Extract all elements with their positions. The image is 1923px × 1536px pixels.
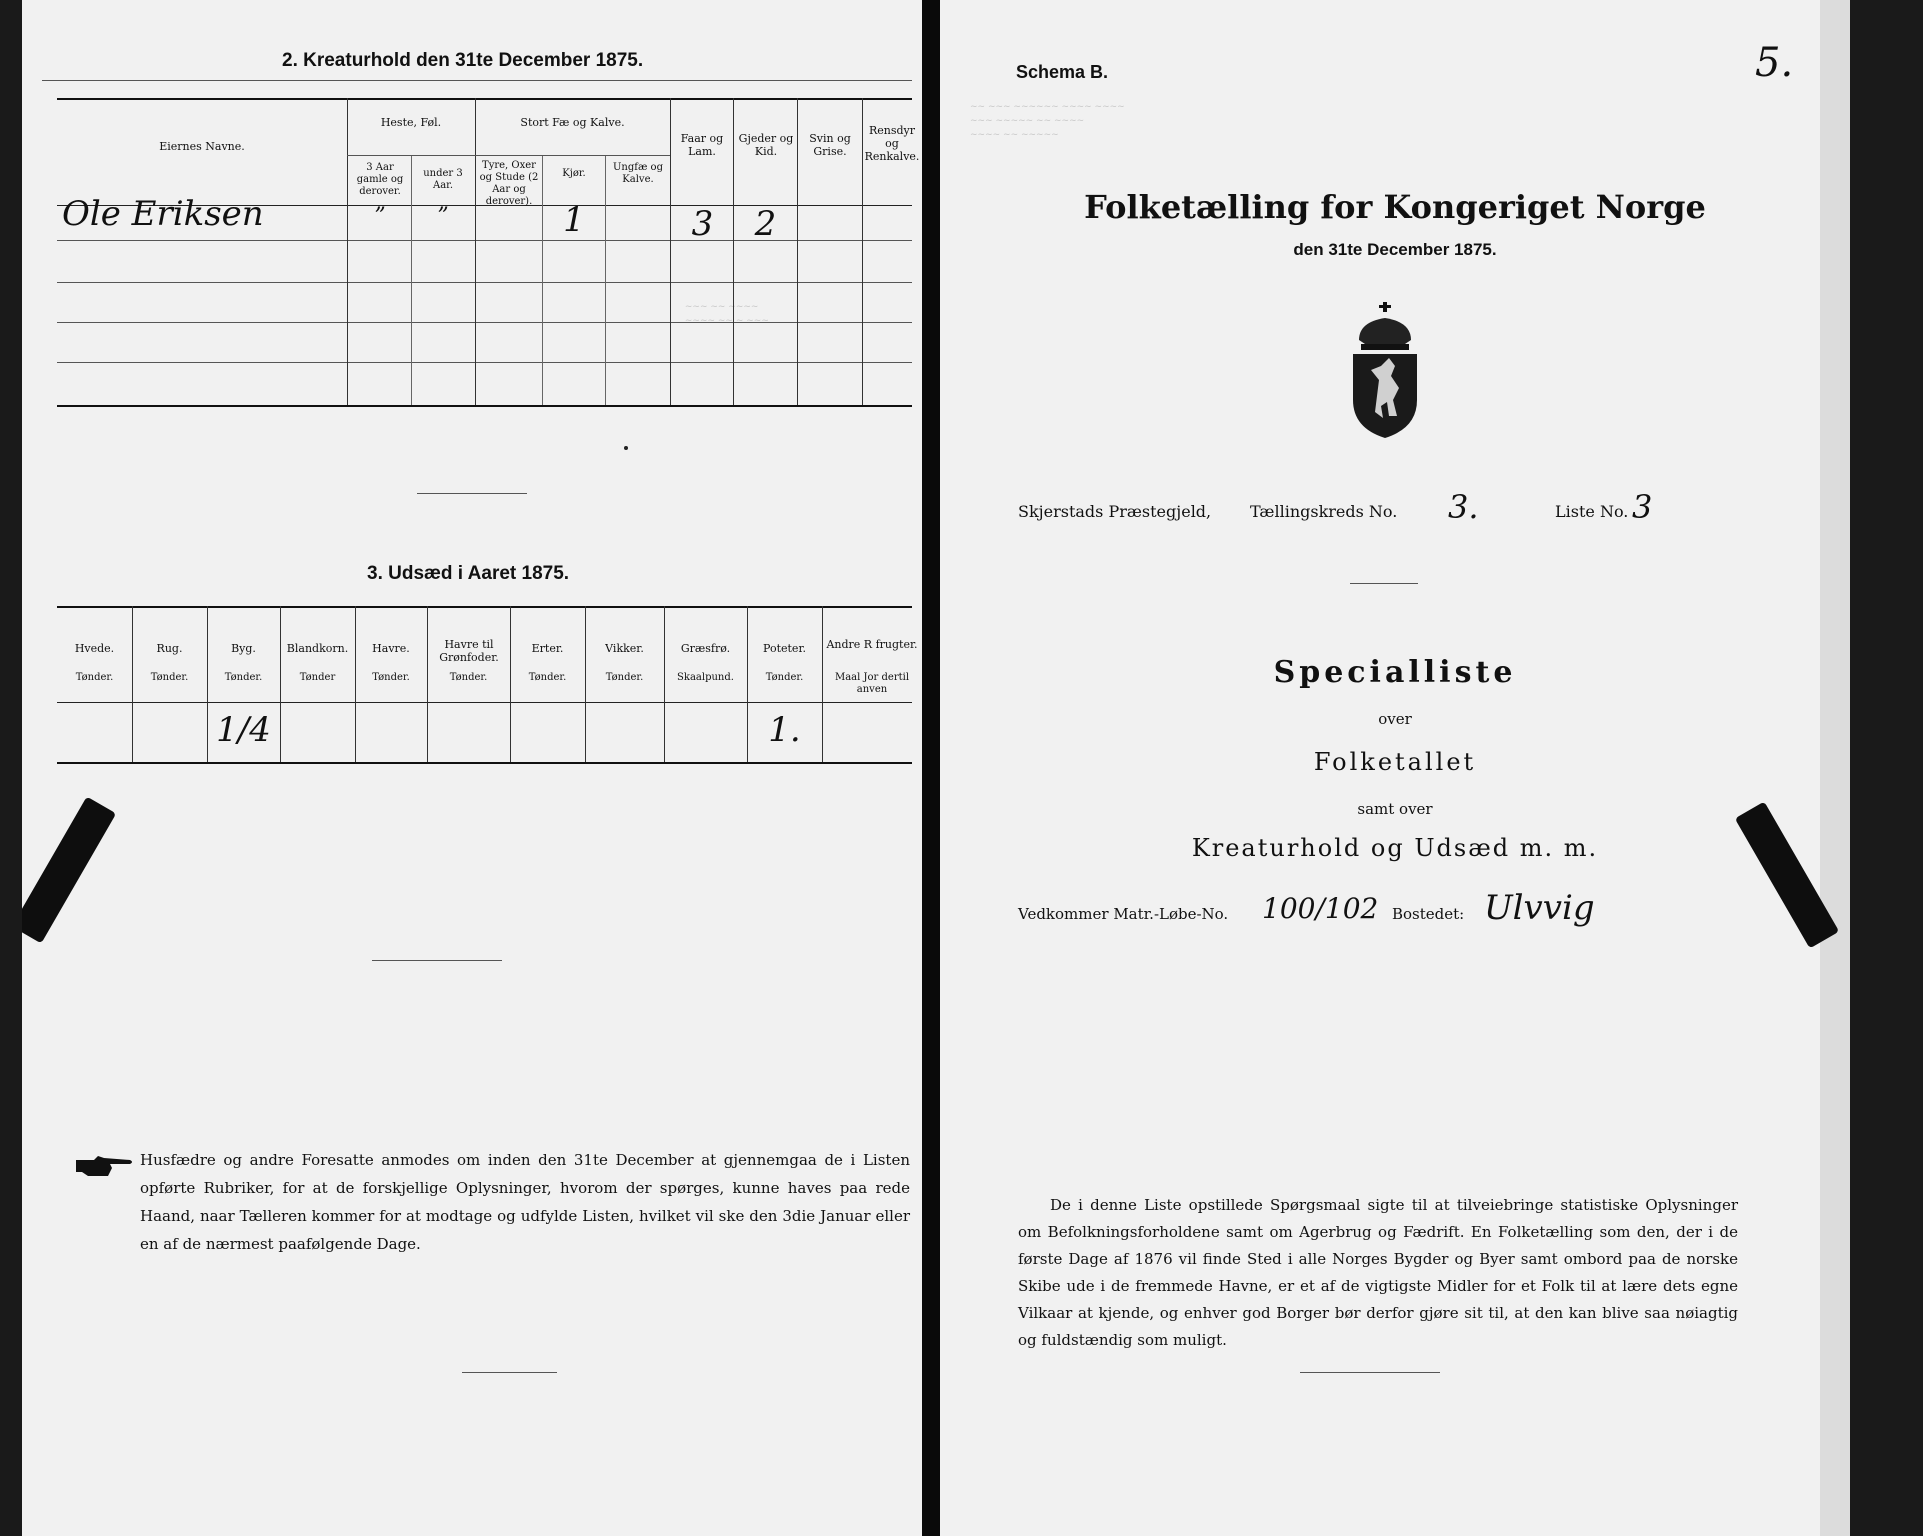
seed-header-andre: Andre R frugter. [826, 638, 918, 651]
folketallet-heading: Folketallet [1313, 748, 1477, 776]
seed-table-top [57, 606, 912, 608]
header-owner: Eiernes Navne. [159, 140, 245, 153]
matr-label: Vedkommer Matr.-Løbe-No. [1018, 905, 1229, 923]
horses-under3-value: ” [437, 204, 449, 229]
right-page [940, 0, 1850, 1536]
seed-header-graesfro: Græsfrø. [680, 642, 731, 655]
seed-header-blandkorn: Blandkorn. [286, 642, 349, 655]
page-edge-strip [1820, 0, 1850, 1536]
col-divider [427, 606, 428, 762]
explanation-text: De i denne Liste opstillede Spørgsmaal sigte til at tilveiebringe statistiske Oplysninger om Befolkningsforholdene samt om Agerbrug og Fædrift. En Folketælling som den, der i de første Dage af 1876 vil finde Sted i alle Norges Bygder og Byer samt ombord paa de norske Skibe ude i de fremmede Havne, er et af de vigtigste Midler for et Folk til at lære dets egne Vilkaar at kjende, og enhver god Borger bør derfor gjøre sit til, at den kan blive saa nøiagtig og fuldstændig som muligt. [1018, 1196, 1738, 1349]
table-rule [57, 282, 912, 283]
sheep-value: 3 [691, 204, 714, 244]
col-divider [132, 606, 133, 762]
samt-over-label: samt over [1357, 800, 1433, 818]
seed-unit: Tønder. [150, 672, 189, 683]
header-cattle-group: Stort Fæ og Kalve. [520, 116, 625, 129]
district-value: 3. [1448, 488, 1479, 526]
poteter-value: 1. [768, 710, 801, 750]
col-divider [411, 155, 412, 405]
coat-of-arms-icon [1345, 300, 1425, 440]
col-divider [475, 98, 476, 405]
header-cattle-bulls: Tyre, Oxer og Stude (2 Aar og derover). [479, 160, 539, 207]
cows-value: 1 [563, 200, 585, 240]
col-divider [585, 606, 586, 762]
bosted-value: Ulvvig [1484, 888, 1595, 928]
col-divider [542, 155, 543, 405]
seed-section-title: 3. Udsæd i Aaret 1875. [367, 563, 570, 584]
col-divider [822, 606, 823, 762]
seed-header-rug: Rug. [156, 642, 183, 655]
seed-unit: Tønder. [75, 672, 114, 683]
table-rule [57, 322, 912, 323]
schema-label: Schema B. [1016, 62, 1109, 82]
district-label: Tællingskreds No. [1250, 502, 1398, 521]
col-divider [670, 98, 671, 405]
seed-header-hvede: Hvede. [74, 642, 115, 655]
ink-dot [624, 446, 628, 450]
group-header-rule [347, 155, 670, 156]
seed-unit: Skaalpund. [677, 672, 734, 683]
header-horses-3plus: 3 Aar gamle og derover. [356, 162, 404, 197]
col-divider [797, 98, 798, 405]
kreaturhold-heading: Kreaturhold og Udsæd m. m. [1191, 834, 1599, 862]
col-divider [280, 606, 281, 762]
seed-unit: Tønder. [605, 672, 644, 683]
header-pigs: Svin og Grise. [809, 132, 851, 158]
seed-unit: Tønder. [372, 672, 410, 683]
col-divider [664, 606, 665, 762]
col-divider [355, 606, 356, 762]
header-horses-group: Heste, Føl. [380, 116, 442, 129]
seed-header-vikker: Vikker. [605, 642, 644, 655]
seed-unit: Tønder [299, 672, 336, 683]
header-cattle-young: Ungfæ og Kalve. [613, 162, 663, 185]
main-title: Folketælling for Kongeriget Norge [1084, 188, 1706, 226]
table-rule [57, 362, 912, 363]
bosted-label: Bostedet: [1392, 905, 1465, 923]
seed-table-bottom [57, 762, 912, 764]
header-horses-under3: under 3 Aar. [423, 168, 463, 191]
seed-header-havre: Havre. [372, 642, 410, 655]
notice-text: Husfædre og andre Foresatte anmodes om inden den 31te December at gjennemgaa de i Listen opførte Rubriker, for at de forskjellige Oplysninger, hvorom der spørges, kunne haves paa rede Haand, naar Tælleren kommer for at modtage og udfylde Listen, hvilket vil ske den 3die Januar eller en af de nærmest paafølgende Dage. [140, 1151, 910, 1253]
page-number: 5. [1755, 40, 1794, 86]
book-spine [922, 0, 940, 1536]
seed-unit: Maal Jor dertil anven [834, 672, 910, 695]
col-divider [347, 98, 348, 405]
parish-label: Skjerstads Præstegjeld, [1018, 502, 1212, 521]
table-bottom-border [57, 405, 912, 407]
divider [42, 80, 912, 81]
list-value: 3 [1632, 488, 1653, 526]
header-reindeer: Rensdyr og Renkalve. [864, 124, 920, 163]
col-divider [510, 606, 511, 762]
bleed-through-text: ~~ ~~~ ~~~~~~ ~~~~ ~~~~ ~~~ ~~~~~ ~~ ~~~~ ~~~~ ~~ ~~~~~ [970, 102, 1125, 140]
horses-3plus-value: ” [374, 204, 386, 229]
pointing-hand-icon [74, 1150, 134, 1182]
separator-short [1350, 583, 1418, 584]
seed-table-header-bottom [57, 702, 912, 703]
seed-unit: Tønder. [765, 672, 804, 683]
header-sheep: Faar og Lam. [680, 132, 724, 158]
owner-name: Ole Eriksen [62, 194, 264, 234]
header-cattle-cows: Kjør. [562, 168, 586, 179]
col-divider [605, 155, 606, 405]
over-label: over [1378, 710, 1412, 728]
seed-header-byg: Byg. [231, 642, 256, 655]
seed-header-erter: Erter. [531, 642, 564, 655]
seed-unit: Tønder. [449, 672, 488, 683]
seed-unit: Tønder. [528, 672, 567, 683]
header-goats: Gjeder og Kid. [738, 132, 794, 158]
byg-value: 1/4 [216, 710, 271, 750]
bleed-through-text: ~~~ ~~ ~~~~ ~~~~ ~~ ~ ~~~ [684, 302, 769, 326]
table-top-border [57, 98, 912, 100]
goats-value: 2 [754, 204, 777, 244]
seed-header-havre-gronfoder: Havre til Grønfoder. [439, 638, 499, 664]
matr-value: 100/102 [1262, 892, 1379, 925]
col-divider [733, 98, 734, 405]
separator-short [417, 493, 527, 494]
list-label: Liste No. [1555, 502, 1629, 521]
specialliste-heading: Specialliste [1273, 655, 1517, 690]
left-page [22, 0, 922, 1536]
separator-short [372, 960, 502, 961]
page-tab-marker [22, 797, 116, 944]
census-date: den 31te December 1875. [1293, 240, 1497, 259]
seed-unit: Tønder. [224, 672, 263, 683]
livestock-section-title: 2. Kreaturhold den 31te December 1875. [282, 50, 644, 71]
seed-header-poteter: Poteter. [763, 642, 806, 655]
separator-short [1300, 1372, 1440, 1373]
separator-short [462, 1372, 557, 1373]
